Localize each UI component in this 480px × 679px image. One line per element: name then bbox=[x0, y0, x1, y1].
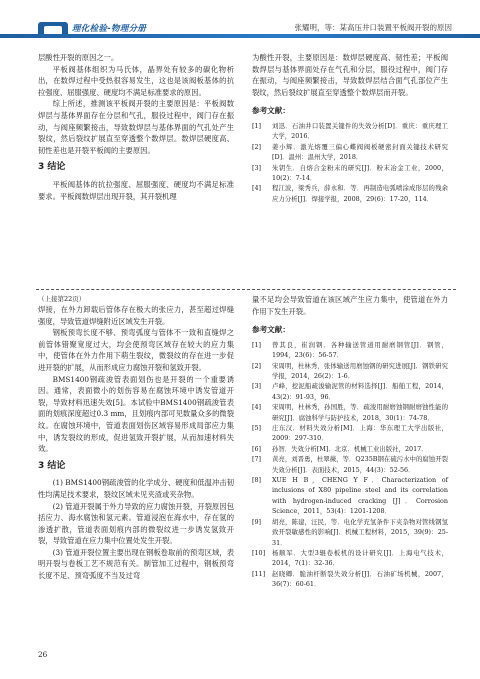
page-number: 26 bbox=[38, 650, 48, 659]
continuation-note: （上接第22页） bbox=[38, 295, 86, 303]
section-title: 3 结论 bbox=[38, 162, 66, 173]
conclusion-item: (3) 管道开裂位置主要出现在钢板卷取前的预弯区域，表明开裂与卷板工艺不规范有关。制管加工过程中，钢板预弯长度不足、预弯弧度不当及过弯 bbox=[38, 547, 234, 581]
reference-item: [10] 杨顺军．大型3辊卷板机的设计研究[J]．上海电气技术，2014，7(1)：32-36． bbox=[252, 548, 448, 568]
bottom-left-column bbox=[38, 294, 234, 582]
references-title: 参考文献： bbox=[252, 325, 290, 335]
paragraph: BMS1400钢疏浚管表面划伤也是开裂的一个重要诱因。通常，表面微小的划伤容易在腐蚀环境中诱发管道开裂，导致材料迅速失效[5]。本试验中BMS1400钢疏浚管表面的划痕深度超过0.3 mm，且划痕内部可见数量众多的微裂纹。在腐蚀环境中，管道表面划伤区域容易形成局部应力集中，诱发裂纹的形成，促进氢致开裂扩展，从而加速材料失效。 bbox=[38, 374, 234, 454]
conclusion-item: (2) 管道开裂属于外力导致的应力腐蚀开裂，开裂原因包括应力、海水腐蚀和氢元素。管道浸泡在海水中，存在氢的渗透扩散，管道表面划痕内部的微裂纹进一步诱发氢致开裂，导致管道在应力集中位置处发生开裂。 bbox=[38, 501, 234, 546]
journal-name: 理化检验-物理分册 bbox=[72, 24, 147, 34]
references-title: 参考文献： bbox=[252, 106, 290, 116]
reference-list bbox=[252, 340, 448, 590]
top-left-column bbox=[38, 52, 234, 202]
paragraph: 平板阀基体组织为马氏体，晶界处有较多的碳化物析出，在数焊过程中受热很容易发生，这也是该阀板基体的抗拉强度、屈服强度、硬度均不满足标准要求的原因。 bbox=[38, 64, 234, 97]
reference-item: [5] 庄东汉．材料失效分析[M]．上海：华东理工大学出版社，2009：297-310． bbox=[252, 424, 448, 443]
conclusion-item: (1) BMS1400钢疏浚管的化学成分、硬度和低温冲击韧性均满足技术要求，裂纹区域未见夹渣或夹杂物。 bbox=[38, 478, 234, 499]
page-header bbox=[0, 0, 480, 44]
header-rule bbox=[0, 34, 480, 38]
paragraph: 层酸性开裂的原因之一。 bbox=[38, 53, 119, 62]
reference-item: [11] 赵晓卿．脆油杆断裂失效分析[J]．石油矿场机械，2007，36(7)：60-61． bbox=[252, 569, 448, 589]
paragraph: 综上所述，推测该平板阀开裂的主要原因是：平板阀数焊层与基体界面存在分层和气孔，服役过程中，阀门存在振动，与阀座频繁接击，导致数焊层与基体界面的气孔处产生裂纹，然后裂纹扩展直至穿透整个数焊层。数焊层硬度高、韧性差也是开裂平板阀的主要原因。 bbox=[38, 99, 234, 155]
reference-item: [1] 曾其良，崔润钢．各种输送管道用耐磨钢管[J]．钢管，1994，23(6)：56-57． bbox=[252, 340, 448, 360]
paragraph: 量不足均会导致管道在该区域产生应力集中，使管道在外力作用下发生开裂。 bbox=[252, 295, 448, 316]
reference-item: [3] 朱钥生．自熔合金粉末的研究[J]．粉末冶金工业，2000，10(2)：7-14． bbox=[252, 163, 448, 182]
reference-item: [1] 刘迅．石油井口装置关键件的失效分析[D]．重庆：重庆理工大学，2016． bbox=[252, 121, 448, 141]
paragraph: 钢板预弯长度不够、预弯弧度与管体不一致和直缝焊之前管体错聚宽度过大，均会使预弯区域存在较大的应力集中，使管体在外力作用下萌生裂纹，微裂纹的存在进一步促进开裂的扩展，从而形成应力腐蚀开裂和氢致开裂。 bbox=[38, 328, 234, 372]
paragraph: 平板阀基体的抗拉强度、屈服强度、硬度均不满足标准要求。平板阀数焊层出现开裂，其开裂机理 bbox=[38, 179, 234, 201]
reference-item: [8] XUE H B，CHENG Y F．Characterization of inclusions of X80 pipeline steel and its correlation with hydrogen-induced cracking [J]．Corrosion Science，2011，53(4)：1201-1208． bbox=[252, 476, 448, 516]
reference-item: [7] 黄亮，刘晋勇，杜翠薇，等．Q235B钢在硫污水中的腐蚀开裂失效分析[J]．表面技术，2015，44(3)：52-56． bbox=[252, 455, 448, 474]
reference-item: [2] 姜小辉．激光熔覆三偏心蝶阀阀板硬密封面关键技术研究[D]．温州：温州大学，2018． bbox=[252, 142, 448, 162]
paragraph: 焊接，在外力卸载后管体存在极大的张应力，甚至超过焊缝强度，导致管道焊缝附近区域发生开裂。 bbox=[38, 305, 234, 326]
reference-item: [3] 卢峰，挖泥船疏浚输泥管的材料选择[J]．船舶工程，2014，43(2)：91-93，96． bbox=[252, 382, 448, 401]
section-title: 3 结论 bbox=[38, 460, 66, 471]
reference-item: [9] 胡亮，陈建，汪民，等．电化学充氢条件下夹杂物对管线钢氢致开裂敏感性的影响[J]．机械工程材料，2015，39(9)：25-31． bbox=[252, 517, 448, 547]
reference-list bbox=[252, 121, 448, 204]
article-divider bbox=[36, 289, 456, 290]
running-head: 张耀明，等：某高压井口装置平板阀开裂的原因 bbox=[294, 23, 452, 32]
reference-item: [6] 孙智．失效分析[M]．北京．机械工业出版社，2017． bbox=[252, 444, 428, 453]
reference-item: [4] 程江波，梁秀兵，薛永和．等．再制造电弧喷涂成形层的残余应力分析[J]．焊接学报，2008，29(6)：17-20，114． bbox=[252, 184, 448, 203]
reference-item: [4] 宋周明，杜林秀，孙国胜，等．疏浚用耐磨蚀钢耐磨蚀性能的研究[J]．腐蚀科学与防护技术，2018，30(1)：74-78． bbox=[252, 403, 448, 422]
paragraph: 为酸性开裂，主要原因是：数焊层硬度高、韧性差；平板阀数焊层与基体界面处存在气孔和分层，服役过程中，阀门存在振动，与阀座频繁接击，导致数焊层结合面气孔部位产生裂纹，然后裂纹扩展直至穿透整个数焊层而开裂。 bbox=[252, 53, 448, 97]
bottom-right-column bbox=[252, 294, 448, 590]
reference-item: [2] 宋周明，杜林秀，张体输送用磨蚀钢的研究进展[J]．钢铁研究学报，2014，26(2)：1-6． bbox=[252, 361, 448, 380]
top-right-column bbox=[252, 52, 448, 204]
